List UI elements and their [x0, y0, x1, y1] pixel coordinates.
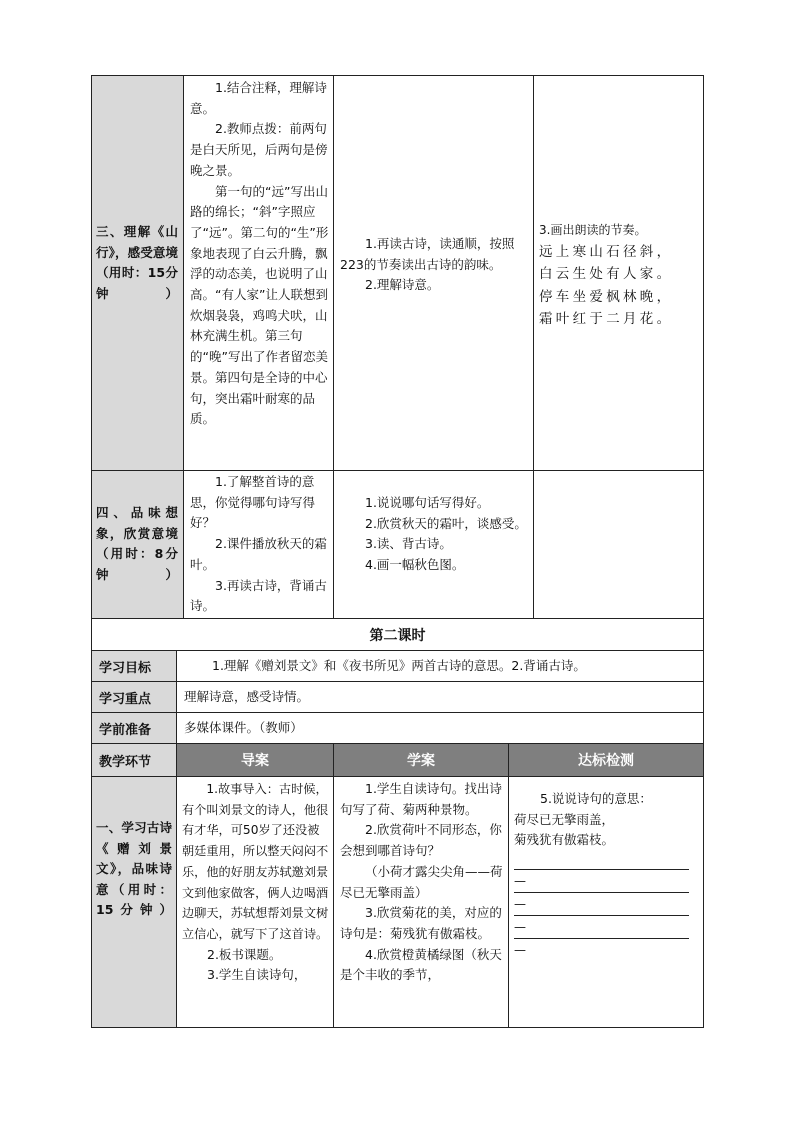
poem-line: 远上寒山石径斜，: [539, 243, 674, 260]
poem-line: 霜叶红于二月花。: [539, 311, 674, 328]
header-check: 达标检测: [578, 753, 634, 769]
goal-label-cell: [92, 651, 176, 681]
guide-item: 3.再读古诗，背诵古诗。: [190, 577, 327, 614]
answer-dash: —: [514, 943, 526, 957]
stage-title: [96, 503, 178, 586]
goal-text: 1.理解《赠刘景文》和《夜书所见》两首古诗的意思。2.背诵古诗。: [212, 657, 586, 673]
study-cell: [340, 779, 504, 986]
col-line: [333, 75, 334, 618]
answer-dash: —: [514, 897, 526, 911]
header-stage-cell: [92, 744, 176, 776]
row-line: [91, 776, 704, 777]
study-item: 4.画一幅秋色图。: [365, 557, 465, 573]
guide-item: 第一句的“远”写出山路的绵长；“斜”字照应了“远”。第二句的“生”形象地表现了白云升腾，飘浮的动态美，也说明了山高。“有人家”让人联想到炊烟袅袅，鸡鸣犬吠，山林充满生机。第三句的“晚”写出了作者留恋美景。第四句是全诗的中心句，突出霜叶耐寒的品质。: [190, 183, 329, 427]
col-line: [176, 650, 177, 1028]
col-line: [533, 75, 534, 618]
poem-line: 停车坐爱枫林晚，: [539, 288, 674, 305]
guide-cell: [190, 78, 330, 430]
guide-item: 1.结合注释，理解诗意。: [190, 80, 327, 116]
check-cell: [539, 220, 699, 331]
prep-label-cell: [92, 713, 176, 743]
table-border-right: [703, 75, 704, 1028]
lesson-title: [92, 619, 703, 650]
stage-title: [96, 818, 172, 921]
goal-label: 学习目标: [99, 660, 152, 676]
check-item: 荷尽已无擎雨盖，: [514, 811, 615, 827]
study-item: 1.说说哪句话写得好。: [365, 495, 490, 510]
table-border-bottom: [91, 1027, 704, 1028]
header-stage: 教学环节: [99, 754, 152, 770]
check-item: 5.说说诗句的意思：: [540, 791, 652, 806]
study-item: 1.学生自读诗句。找出诗句写了荷、菊两种景物。: [340, 781, 502, 817]
prep-label: 学前准备: [99, 722, 152, 738]
answer-blanks: [514, 850, 699, 961]
col-line: [333, 743, 334, 1028]
answer-dash: —: [514, 874, 526, 888]
guide-cell: [182, 779, 330, 986]
study-item: 4.欣赏橙黄橘绿图（秋天是个丰收的季节，: [340, 946, 502, 983]
study-item: 2.理解诗意。: [365, 277, 440, 293]
col-line: [508, 743, 509, 1028]
study-cell: [340, 234, 528, 296]
lesson2-title: 第二课时: [369, 627, 426, 644]
section3-title: 三、理解《山行》，感受意境（用时：15分钟）: [96, 224, 178, 302]
focus-label-cell: [92, 682, 176, 712]
study-cell: [340, 493, 528, 576]
study-item: 3.欣赏菊花的美，对应的诗句是：菊残犹有傲霜枝。: [340, 905, 502, 941]
guide-item: 2.板书课题。: [207, 946, 282, 962]
poem-line: 白云生处有人家。: [539, 266, 674, 283]
goal-cell: [184, 651, 699, 681]
guide-item: 2.教师点拨：前两句是白天所见，后两句是傍晚之景。: [190, 121, 328, 178]
check-cell: [514, 789, 699, 851]
check-item: 菊残犹有傲霜枝。: [514, 832, 615, 848]
study-item: 3.读、背古诗。: [365, 536, 452, 552]
prep-cell: [184, 713, 699, 743]
guide-item: 3.学生自读诗句，: [207, 967, 307, 983]
stage-title: [96, 222, 178, 305]
prep-text: 多媒体课件。（教师）: [184, 719, 303, 735]
focus-cell: [184, 682, 699, 712]
check-title: 3.画出朗读的节奏。: [539, 223, 647, 237]
col-line: [183, 75, 184, 618]
header-check-cell: [509, 744, 703, 776]
section4-title: 四、品味想象，欣赏意境（用时：8分钟）: [96, 505, 178, 583]
study-item: （小荷才露尖尖角——荷尽已无擎雨盖）: [340, 863, 503, 900]
header-guide: 导案: [241, 753, 269, 769]
header-guide-cell: [177, 744, 333, 776]
guide-cell: [190, 472, 330, 617]
header-study: 学案: [407, 753, 435, 769]
study-item: 2.欣赏荷叶不同形态，你会想到哪首诗句？: [340, 822, 502, 859]
focus-label: 学习重点: [99, 691, 152, 707]
focus-text: 理解诗意，感受诗情。: [184, 688, 310, 704]
study-item: 2.欣赏秋天的霜叶，谈感受。: [365, 515, 527, 531]
guide-item: 1.了解整首诗的意思，你觉得哪句诗写得好？: [190, 474, 316, 531]
header-study-cell: [334, 744, 508, 776]
answer-dash: —: [514, 920, 526, 934]
guide-item: 2.课件播放秋天的霜叶。: [190, 536, 327, 572]
section1-title: 一、学习古诗《赠刘景文》，品味诗意（用时：15分钟）: [96, 820, 172, 917]
study-item: 1.再读古诗，读通顺，按照223的节奏读出古诗的韵味。: [340, 236, 515, 272]
guide-item: 1.故事导入：古时候，有个叫刘景文的诗人，他很有才华，可50岁了还没被朝廷重用，所以整天闷闷不乐，他的好朋友苏轼邀刘景文到他家做客，俩人边喝酒边聊天，苏轼想帮刘景文树立信心，就写下了这首诗。: [182, 782, 329, 941]
